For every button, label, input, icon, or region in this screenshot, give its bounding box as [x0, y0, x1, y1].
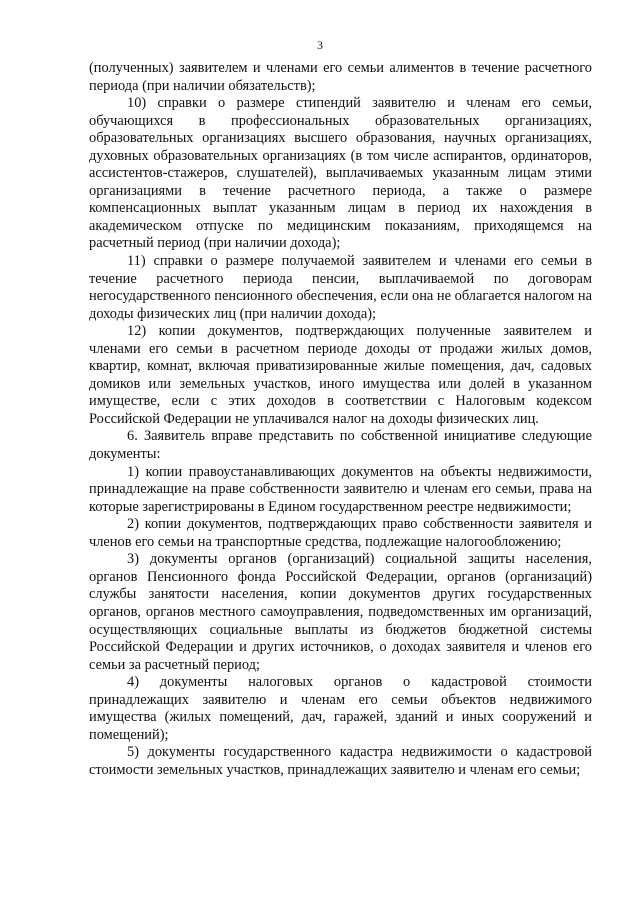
- paragraph-item-10-stipends: 10) справки о размере стипендий заявителю и членам его семьи, обучающихся в профессиональных образовательных организациях, образовательных организациях высшего образования, научных организациях, духовных образовательных организациях (в том числе аспирантов, ординаторов, ассистентов-стажеров, слушателей), выплачиваемых указанным лицам этими организациями в течение расчетного периода, а также о размере компенсационных выплат указанным лицам в период их нахождения в академическом отпуске по медицинским показаниям, приходящемся на расчетный период (при наличии дохода);: [89, 95, 592, 252]
- paragraph-alimony-continuation: (полученных) заявителем и членами его семьи алиментов в течение расчетного периода (при наличии обязательств);: [89, 60, 592, 94]
- paragraph-item-5-land-cadastre: 5) документы государственного кадастра недвижимости о кадастровой стоимости земельных участков, принадлежащих заявителю и членам его семьи;: [89, 744, 592, 778]
- paragraph-item-11-pensions: 11) справки о размере получаемой заявителем и членами его семьи в течение расчетного периода пенсии, выплачиваемой по договорам негосударственного пенсионного обеспечения, если она не облагается налогом на доходы физических лиц (при наличии дохода);: [89, 253, 592, 322]
- paragraph-item-2-vehicles: 2) копии документов, подтверждающих право собственности заявителя и членов его семьи на транспортные средства, подлежащие налогообложению;: [89, 516, 592, 550]
- paragraph-item-3-social-payments: 3) документы органов (организаций) социальной защиты населения, органов Пенсионного фонда Российской Федерации, органов (организаций) службы занятости населения, копии документов других государственных органов, органов местного самоуправления, подведомственных им организаций, осуществляющих социальные выплаты из бюджетов бюджетной системы Российской Федерации и других источников, о доходах заявителя и членов его семьи за расчетный период;: [89, 551, 592, 673]
- paragraph-item-1-title-documents: 1) копии правоустанавливающих документов на объекты недвижимости, принадлежащие на праве собственности заявителю и членам его семьи, права на которые зарегистрированы в Едином государственном реестре недвижимости;: [89, 463, 592, 515]
- page-number: 3: [317, 38, 323, 52]
- paragraph-item-4-tax-cadastral: 4) документы налоговых органов о кадастровой стоимости принадлежащих заявителю и членам его семьи объектов недвижимого имущества (жилых помещений, дач, гаражей, зданий и иных сооружений и помещений);: [89, 674, 592, 743]
- paragraph-item-12-property-sale: 12) копии документов, подтверждающих полученные заявителем и членами его семьи в расчетном периоде доходы от продажи жилых домов, квартир, комнат, включая приватизированные жилые помещения, дач, садовых домиков или земельных участков, иного имущества или долей в указанном имуществе, если с этих доходов в соответствии с Налоговым кодексом Российской Федерации не уплачивался налог на доходы физических лиц.: [89, 323, 592, 427]
- document-body: [89, 60, 592, 779]
- paragraph-section-6: 6. Заявитель вправе представить по собственной инициативе следующие документы:: [89, 428, 592, 463]
